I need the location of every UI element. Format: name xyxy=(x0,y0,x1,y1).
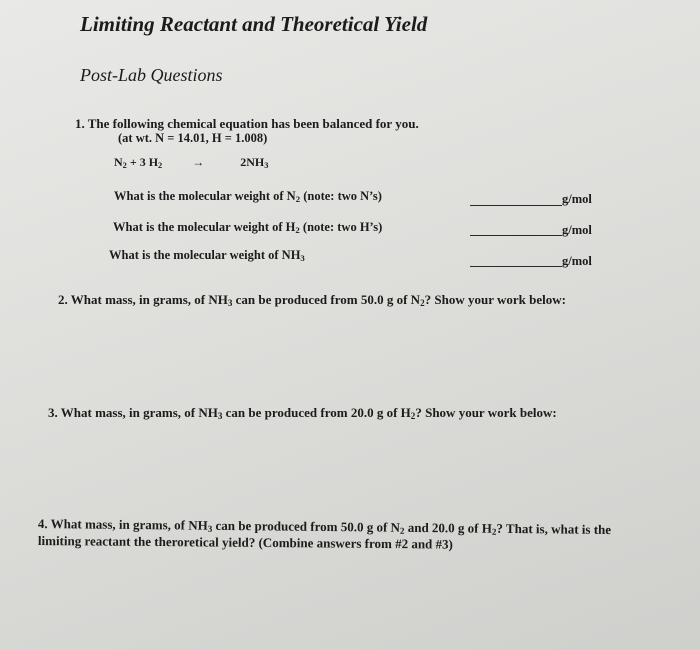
reaction-arrow: → xyxy=(192,155,205,169)
q2-text-3: ? Show your work below: xyxy=(424,292,566,307)
question-1-intro: 1. The following chemical equation has been balanced for you. xyxy=(75,116,419,131)
section-subtitle: Post-Lab Questions xyxy=(80,65,223,85)
chemical-equation xyxy=(114,155,268,170)
unit-label-nh3: g/mol xyxy=(562,254,592,268)
equation-n2: N xyxy=(114,155,123,169)
question-4-line-2: limiting reactant the theroretical yield? (Combine answers from #2 and #3) xyxy=(37,533,453,552)
question-2 xyxy=(58,292,566,308)
q4-text-2: can be produced from 50.0 g of N xyxy=(212,517,401,535)
prompt-note: (note: two H’s) xyxy=(299,220,383,234)
q2-text-2: can be produced from 50.0 g of N xyxy=(232,292,421,307)
answer-blank-h2[interactable] xyxy=(470,235,562,236)
q2-text-1: 2. What mass, in grams, of NH xyxy=(58,292,228,307)
q4-text-1: 4. What mass, in grams, of NH xyxy=(37,516,208,533)
q2-sub-1: 3 xyxy=(227,298,233,308)
unit-label-h2: g/mol xyxy=(562,223,592,237)
unit-label-n2: g/mol xyxy=(562,192,592,206)
q4-sub-1: 3 xyxy=(207,523,213,534)
equation-h2: + 3 H xyxy=(126,155,159,169)
page-title: Limiting Reactant and Theoretical Yield xyxy=(80,12,428,36)
q3-sub-2: 2 xyxy=(410,411,416,421)
q4-sub-2: 2 xyxy=(399,525,405,536)
molecular-weight-question-h2 xyxy=(113,220,382,235)
prompt-subscript: 2 xyxy=(295,225,300,235)
answer-blank-n2[interactable] xyxy=(470,205,562,206)
molecular-weight-question-n2 xyxy=(114,189,382,204)
molecular-weight-question-nh3 xyxy=(109,248,305,263)
atomic-weights-note: (at wt. N = 14.01, H = 1.008) xyxy=(118,131,268,145)
q4-sub-3: 2 xyxy=(491,526,497,537)
prompt-text: What is the molecular weight of H xyxy=(113,220,296,234)
equation-product-subscript: 3 xyxy=(264,161,269,170)
equation-h2-subscript: 2 xyxy=(158,161,163,170)
equation-product: 2NH xyxy=(240,155,265,169)
prompt-subscript: 2 xyxy=(295,194,301,204)
prompt-text: What is the molecular weight of NH xyxy=(109,248,301,262)
q3-sub-1: 3 xyxy=(217,411,223,421)
prompt-note: (note: two N’s) xyxy=(300,189,382,203)
prompt-text: What is the molecular weight of N xyxy=(114,189,296,203)
prompt-subscript: 3 xyxy=(300,253,305,263)
equation-n2-subscript: 2 xyxy=(122,161,127,170)
question-3 xyxy=(48,405,557,421)
answer-blank-nh3[interactable] xyxy=(470,266,562,267)
q4-text-3: and 20.0 g of H xyxy=(404,519,492,536)
q4-text-4: ? That is, what is the xyxy=(496,520,612,538)
q3-text-2: can be produced from 20.0 g of H xyxy=(222,405,411,420)
q3-text-1: 3. What mass, in grams, of NH xyxy=(48,405,218,420)
q3-text-3: ? Show your work below: xyxy=(415,405,557,420)
q2-sub-2: 2 xyxy=(420,298,425,308)
